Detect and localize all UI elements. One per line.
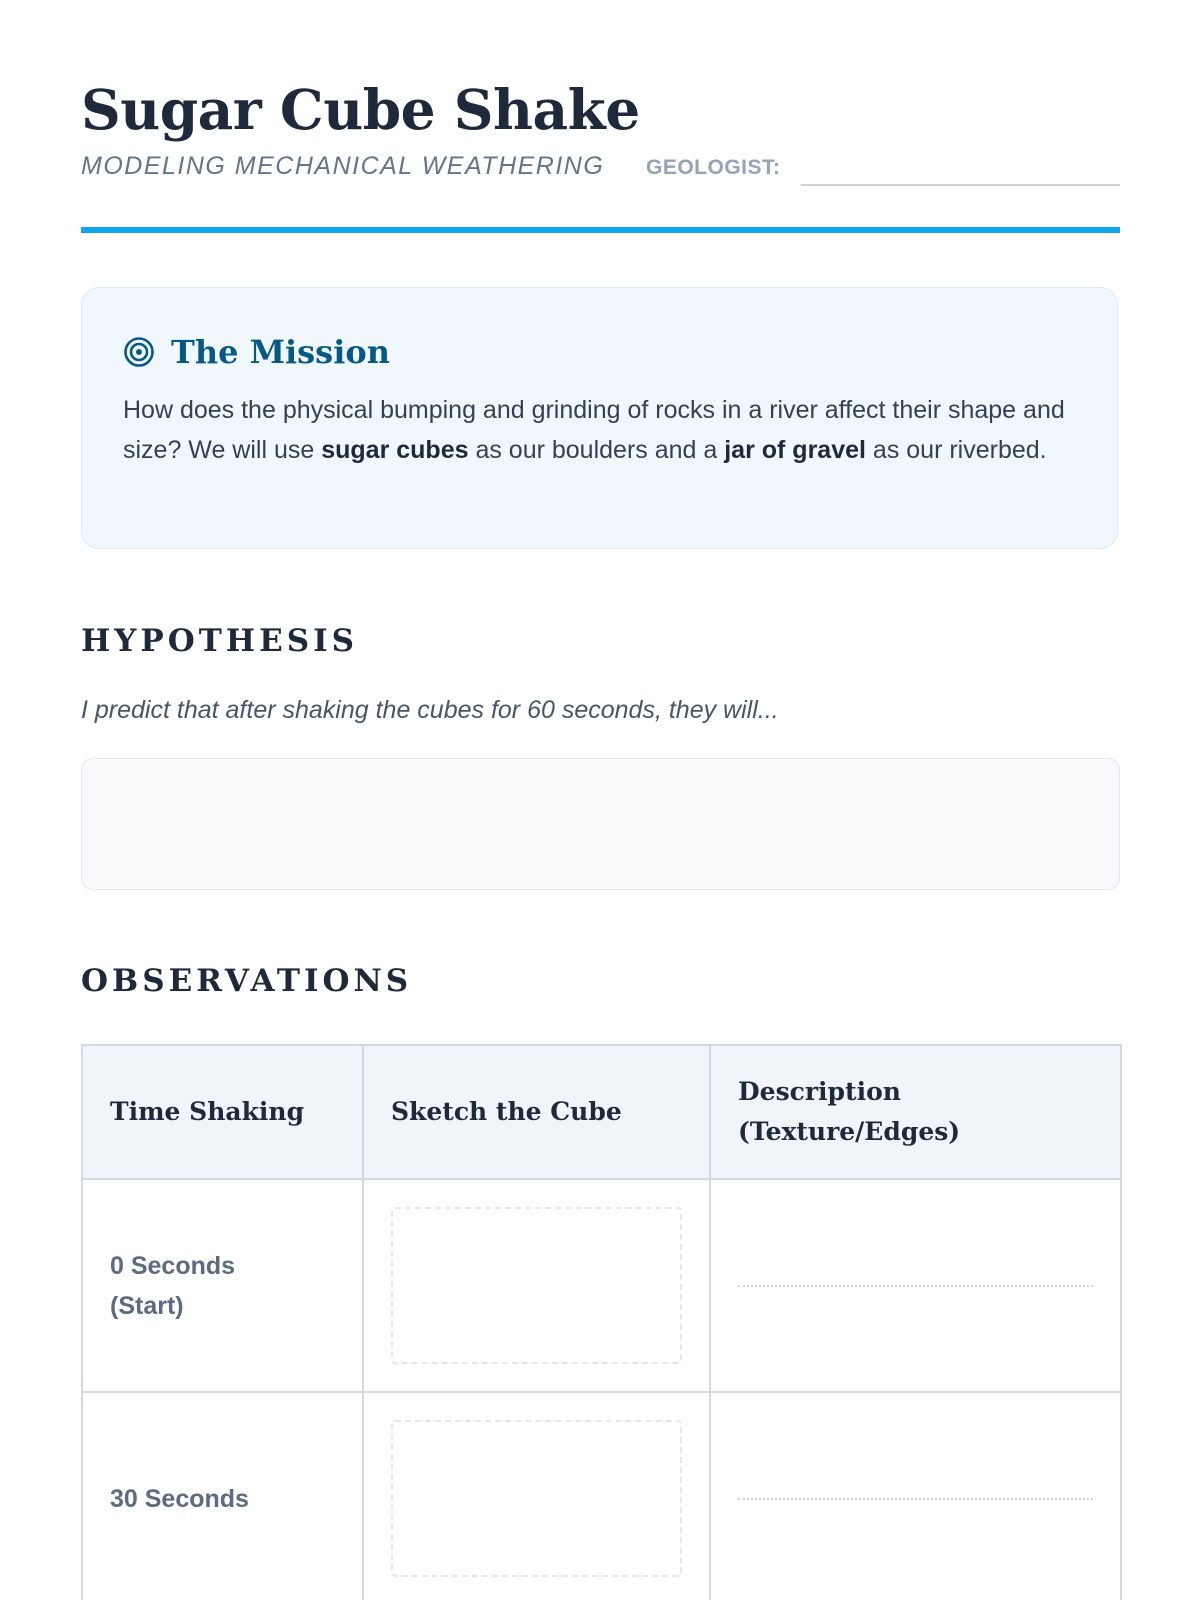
- subtitle-row: [81, 150, 1120, 190]
- mission-bold-sugar-cubes: sugar cubes: [321, 436, 469, 464]
- observations-heading: OBSERVATIONS: [81, 963, 413, 999]
- time-label: 0 Seconds (Start): [110, 1251, 236, 1320]
- column-header-description: [710, 1045, 1121, 1179]
- mission-bold-jar-of-gravel: jar of gravel: [724, 436, 866, 464]
- mission-text-part: as our riverbed.: [865, 436, 1047, 464]
- worksheet-page: [81, 0, 1120, 1600]
- sketch-cell: [363, 1392, 710, 1600]
- table-row: [82, 1392, 1121, 1600]
- time-cell: [82, 1179, 363, 1392]
- column-header-time: [82, 1045, 363, 1179]
- sketch-box[interactable]: [391, 1420, 682, 1577]
- hypothesis-heading: HYPOTHESIS: [81, 623, 358, 659]
- description-line[interactable]: [738, 1498, 1093, 1500]
- sketch-cell: [363, 1179, 710, 1392]
- column-header-label: Time Shaking: [110, 1097, 305, 1126]
- mission-text-part: as our boulders and a: [468, 436, 725, 464]
- target-icon: [123, 336, 155, 368]
- geologist-name-field[interactable]: [801, 184, 1120, 186]
- mission-box: [81, 287, 1118, 549]
- time-cell: [82, 1392, 363, 1600]
- description-cell: [710, 1392, 1121, 1600]
- column-header-sketch: [363, 1045, 710, 1179]
- sketch-box[interactable]: [391, 1207, 682, 1364]
- hypothesis-answer-box[interactable]: [81, 758, 1120, 890]
- table-header-row: [82, 1045, 1121, 1179]
- mission-description: [123, 390, 1073, 470]
- header-divider: [81, 227, 1120, 233]
- mission-text-part: How does the physical bumping and grinding of rocks in a river affect their shape and size? We will use: [123, 396, 1065, 464]
- mission-title: The Mission: [171, 333, 390, 371]
- page-subtitle: MODELING MECHANICAL WEATHERING: [81, 152, 605, 180]
- column-header-label: Description (Texture/Edges): [738, 1077, 961, 1146]
- geologist-label: GEOLOGIST:: [646, 156, 781, 179]
- time-label: 30 Seconds: [110, 1484, 249, 1513]
- observations-table: [81, 1044, 1122, 1600]
- description-cell: [710, 1179, 1121, 1392]
- page-title: Sugar Cube Shake: [81, 77, 640, 142]
- description-line[interactable]: [738, 1285, 1093, 1287]
- column-header-label: Sketch the Cube: [391, 1097, 622, 1126]
- table-row: [82, 1179, 1121, 1392]
- hypothesis-prompt: I predict that after shaking the cubes for 60 seconds, they will...: [81, 696, 779, 724]
